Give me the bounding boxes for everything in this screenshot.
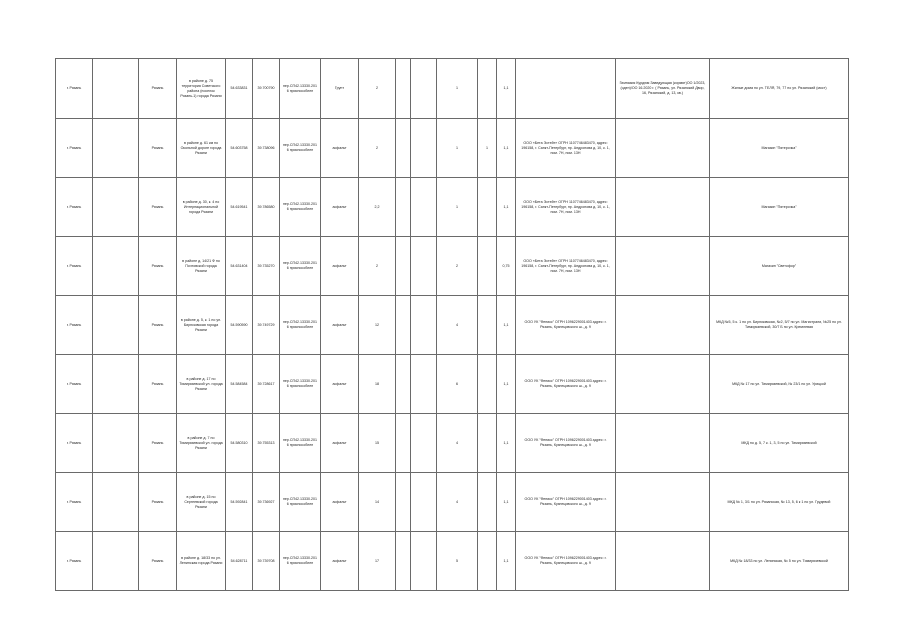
empty-cell bbox=[411, 532, 437, 591]
surface-cell: асфальт bbox=[321, 473, 359, 532]
empty-cell bbox=[396, 178, 411, 237]
longitude-cell: 39.749729 bbox=[253, 296, 280, 355]
address-cell: в районе д. 15 по Сергеевской города Рязани bbox=[177, 473, 226, 532]
city-cell: г. Рязань bbox=[56, 178, 93, 237]
containers-2-cell bbox=[478, 532, 497, 591]
address-cell: в районе д. 61 км по Окольной дороге города Рязани bbox=[177, 119, 226, 178]
longitude-cell: 39.786580 bbox=[253, 178, 280, 237]
region-cell: Рязань bbox=[139, 59, 177, 119]
empty-cell bbox=[411, 59, 437, 119]
empty-cell bbox=[396, 119, 411, 178]
surface-cell: Грунт bbox=[321, 59, 359, 119]
city-cell: г. Рязань bbox=[56, 237, 93, 296]
containers-cell: 4 bbox=[437, 473, 478, 532]
empty-cell bbox=[93, 178, 139, 237]
volume-cell: 1,1 bbox=[497, 296, 516, 355]
containers-2-cell: 1 bbox=[478, 119, 497, 178]
table-row bbox=[56, 178, 849, 237]
city-cell: г. Рязань bbox=[56, 355, 93, 414]
empty-cell bbox=[396, 532, 411, 591]
area-cell: 14 bbox=[359, 473, 396, 532]
surface-cell: асфальт bbox=[321, 296, 359, 355]
coating-cell: пер.СП42.13330.2016 приспособлен bbox=[280, 59, 321, 119]
waste-source-cell: Магазин "Пятерочка" bbox=[710, 178, 849, 237]
extra-cell: Гимназия Курдюм Заведующая (кормят)ОО 1/2023, (оден)/ОО 16.2020 г. ( Рязань, ул. Рязанский Двор, 16, Рязанский, д. 13, кв.) bbox=[616, 59, 710, 119]
empty-cell bbox=[93, 237, 139, 296]
region-cell: Рязань bbox=[139, 473, 177, 532]
waste-source-cell: МКД №5, 5 к. 1 по ул. Бирюзовская, №2, 5/7 по ул. Магистрали, №25 по ул. Тимирязевской, 30/7 Б по ул. Кремлевая bbox=[710, 296, 849, 355]
containers-cell: 4 bbox=[437, 414, 478, 473]
address-cell: в районе д. 14/21 Ф по Почтовской города Рязани bbox=[177, 237, 226, 296]
latitude-cell: 54.592841 bbox=[226, 473, 253, 532]
empty-cell bbox=[411, 119, 437, 178]
containers-cell: 4 bbox=[437, 296, 478, 355]
volume-cell: 1,1 bbox=[497, 414, 516, 473]
empty-cell bbox=[396, 296, 411, 355]
city-cell: г. Рязань bbox=[56, 473, 93, 532]
table-row bbox=[56, 237, 849, 296]
area-cell: 2 bbox=[359, 237, 396, 296]
owner-cell bbox=[516, 59, 616, 119]
volume-cell: 1,1 bbox=[497, 355, 516, 414]
table-row bbox=[56, 59, 849, 119]
waste-site-register-table bbox=[55, 58, 849, 591]
owner-cell: ООО УК "Феникс" ОГРН 1096229001403 адрес: г. Рязань, Кузнецовского ш., д. 9 bbox=[516, 296, 616, 355]
city-cell: г. Рязань bbox=[56, 414, 93, 473]
latitude-cell: 54.584584 bbox=[226, 355, 253, 414]
longitude-cell: 39.755313 bbox=[253, 414, 280, 473]
owner-cell: ООО УК "Феникс" ОГРН 1096229001403 адрес: г. Рязань, Кузнецовского ш., д. 9 bbox=[516, 532, 616, 591]
containers-cell: 1 bbox=[437, 59, 478, 119]
coating-cell: пер.СП42.13330.2016 приспособлен bbox=[280, 296, 321, 355]
coating-cell: пер.СП42.13330.2016 приспособлен bbox=[280, 355, 321, 414]
volume-cell: 1,1 bbox=[497, 119, 516, 178]
owner-cell: ООО УК "Феникс" ОГРН 1096229001403 адрес: г. Рязань, Кузнецовского ш., д. 9 bbox=[516, 355, 616, 414]
register-body bbox=[56, 59, 849, 591]
empty-cell bbox=[396, 355, 411, 414]
city-cell: г. Рязань bbox=[56, 59, 93, 119]
containers-2-cell bbox=[478, 59, 497, 119]
table-row bbox=[56, 532, 849, 591]
waste-source-cell: МКД № 17 по ул. Тимирязевской, № 23/1 по ул. Урицкой bbox=[710, 355, 849, 414]
longitude-cell: 39.700790 bbox=[253, 59, 280, 119]
latitude-cell: 54.580310 bbox=[226, 414, 253, 473]
coating-cell: пер.СП42.13330.2016 приспособлен bbox=[280, 532, 321, 591]
volume-cell: 0,75 bbox=[497, 237, 516, 296]
empty-cell bbox=[411, 237, 437, 296]
region-cell: Рязань bbox=[139, 414, 177, 473]
containers-2-cell bbox=[478, 237, 497, 296]
address-cell: в районе д. 7 по Тимирязевской ул. города Рязани bbox=[177, 414, 226, 473]
extra-cell bbox=[616, 355, 710, 414]
address-cell: в районе д. 5, к. 1 по ул. Бирюзовская города Рязани bbox=[177, 296, 226, 355]
extra-cell bbox=[616, 237, 710, 296]
city-cell: г. Рязань bbox=[56, 119, 93, 178]
address-cell: в районе д. 75 территория Советского района (поселок Рязань-1) города Рязани bbox=[177, 59, 226, 119]
table-row bbox=[56, 119, 849, 178]
containers-cell: 5 bbox=[437, 532, 478, 591]
area-cell: 12 bbox=[359, 296, 396, 355]
waste-source-cell: МКД по д. 5, 7 к. 1, 3, 5 по ул. Тимирязевской bbox=[710, 414, 849, 473]
containers-cell: 2 bbox=[437, 237, 478, 296]
surface-cell: асфальт bbox=[321, 119, 359, 178]
longitude-cell: 39.736927 bbox=[253, 473, 280, 532]
empty-cell bbox=[93, 355, 139, 414]
waste-source-cell: Магазин "Пятерочка" bbox=[710, 119, 849, 178]
latitude-cell: 54.631404 bbox=[226, 237, 253, 296]
area-cell: 2,2 bbox=[359, 178, 396, 237]
coating-cell: пер.СП42.13330.2016 приспособлен bbox=[280, 178, 321, 237]
latitude-cell: 54.619541 bbox=[226, 178, 253, 237]
address-cell: в районе д. 18/33 по ул. Ленинская города Рязани bbox=[177, 532, 226, 591]
table-row bbox=[56, 296, 849, 355]
latitude-cell: 54.590590 bbox=[226, 296, 253, 355]
empty-cell bbox=[93, 473, 139, 532]
surface-cell: асфальт bbox=[321, 237, 359, 296]
extra-cell bbox=[616, 532, 710, 591]
address-cell: в районе д. 17 по Тимирязевской ул. города Рязани bbox=[177, 355, 226, 414]
longitude-cell: 39.739708 bbox=[253, 532, 280, 591]
waste-source-cell: Жилые дома по ул. ТЕЛЯ, 79, 77 по ул. Рязанский (мост) bbox=[710, 59, 849, 119]
region-cell: Рязань bbox=[139, 532, 177, 591]
empty-cell bbox=[93, 414, 139, 473]
empty-cell bbox=[93, 296, 139, 355]
volume-cell: 1,1 bbox=[497, 473, 516, 532]
owner-cell: ООО «Бета Эстейт» ОГРН 1107746483470, адрес: 196158, г. Санкт-Петербург, пр. Андропова д. 10, к. 1, пом. 7Н, пом. 13Н bbox=[516, 119, 616, 178]
empty-cell bbox=[396, 414, 411, 473]
containers-2-cell bbox=[478, 296, 497, 355]
table-row bbox=[56, 355, 849, 414]
empty-cell bbox=[411, 178, 437, 237]
region-cell: Рязань bbox=[139, 355, 177, 414]
address-cell: в районе д. 30, к. 4 по Интернациональной города Рязани bbox=[177, 178, 226, 237]
city-cell: г. Рязань bbox=[56, 532, 93, 591]
latitude-cell: 54.603758 bbox=[226, 119, 253, 178]
longitude-cell: 39.728617 bbox=[253, 355, 280, 414]
containers-2-cell bbox=[478, 414, 497, 473]
empty-cell bbox=[411, 473, 437, 532]
empty-cell bbox=[396, 59, 411, 119]
empty-cell bbox=[396, 473, 411, 532]
region-cell: Рязань bbox=[139, 119, 177, 178]
table-row bbox=[56, 414, 849, 473]
region-cell: Рязань bbox=[139, 178, 177, 237]
longitude-cell: 39.735270 bbox=[253, 237, 280, 296]
containers-cell: 1 bbox=[437, 119, 478, 178]
containers-2-cell bbox=[478, 355, 497, 414]
owner-cell: ООО УК "Феникс" ОГРН 1096229001403 адрес: г. Рязань, Кузнецовского ш., д. 9 bbox=[516, 473, 616, 532]
empty-cell bbox=[93, 532, 139, 591]
surface-cell: асфальт bbox=[321, 532, 359, 591]
waste-source-cell: Магазин "Светофор" bbox=[710, 237, 849, 296]
empty-cell bbox=[411, 414, 437, 473]
extra-cell bbox=[616, 119, 710, 178]
coating-cell: пер.СП42.13330.2016 приспособлен bbox=[280, 119, 321, 178]
empty-cell bbox=[411, 355, 437, 414]
coating-cell: пер.СП42.13330.2016 приспособлен bbox=[280, 237, 321, 296]
extra-cell bbox=[616, 473, 710, 532]
surface-cell: асфальт bbox=[321, 414, 359, 473]
area-cell: 2 bbox=[359, 59, 396, 119]
surface-cell: асфальт bbox=[321, 355, 359, 414]
surface-cell: асфальт bbox=[321, 178, 359, 237]
volume-cell: 1,1 bbox=[497, 59, 516, 119]
containers-2-cell bbox=[478, 473, 497, 532]
extra-cell bbox=[616, 296, 710, 355]
containers-cell: 1 bbox=[437, 178, 478, 237]
extra-cell bbox=[616, 178, 710, 237]
region-cell: Рязань bbox=[139, 237, 177, 296]
area-cell: 2 bbox=[359, 119, 396, 178]
empty-cell bbox=[396, 237, 411, 296]
extra-cell bbox=[616, 414, 710, 473]
empty-cell bbox=[411, 296, 437, 355]
owner-cell: ООО УК "Феникс" ОГРН 1096229001403 адрес: г. Рязань, Кузнецовского ш., д. 9 bbox=[516, 414, 616, 473]
table-row bbox=[56, 473, 849, 532]
owner-cell: ООО «Бета Эстейт» ОГРН 1107746483470, адрес: 196158, г. Санкт-Петербург, пр. Андропова д. 10, к. 1, пом. 7Н, пом. 13Н bbox=[516, 178, 616, 237]
latitude-cell: 54.628711 bbox=[226, 532, 253, 591]
containers-2-cell bbox=[478, 178, 497, 237]
area-cell: 18 bbox=[359, 355, 396, 414]
volume-cell: 1,1 bbox=[497, 178, 516, 237]
waste-source-cell: МКД № 1, 3/1 по ул. Рязанская, № 13, 5, 6 к 1 по ул. Грудевой bbox=[710, 473, 849, 532]
empty-cell bbox=[93, 59, 139, 119]
latitude-cell: 54.633831 bbox=[226, 59, 253, 119]
empty-cell bbox=[93, 119, 139, 178]
waste-source-cell: МКД № 18/33 по ул. Ленинская, № 5 по ул. Тимирязевской bbox=[710, 532, 849, 591]
coating-cell: пер.СП42.13330.2016 приспособлен bbox=[280, 473, 321, 532]
coating-cell: пер.СП42.13330.2016 приспособлен bbox=[280, 414, 321, 473]
owner-cell: ООО «Бета Эстейт» ОГРН 1107746483470, адрес: 196158, г. Санкт-Петербург, пр. Андропова д. 10, к. 1, пом. 7Н, пом. 13Н bbox=[516, 237, 616, 296]
region-cell: Рязань bbox=[139, 296, 177, 355]
area-cell: 17 bbox=[359, 532, 396, 591]
longitude-cell: 39.738096 bbox=[253, 119, 280, 178]
volume-cell: 1,1 bbox=[497, 532, 516, 591]
area-cell: 15 bbox=[359, 414, 396, 473]
city-cell: г. Рязань bbox=[56, 296, 93, 355]
containers-cell: 6 bbox=[437, 355, 478, 414]
